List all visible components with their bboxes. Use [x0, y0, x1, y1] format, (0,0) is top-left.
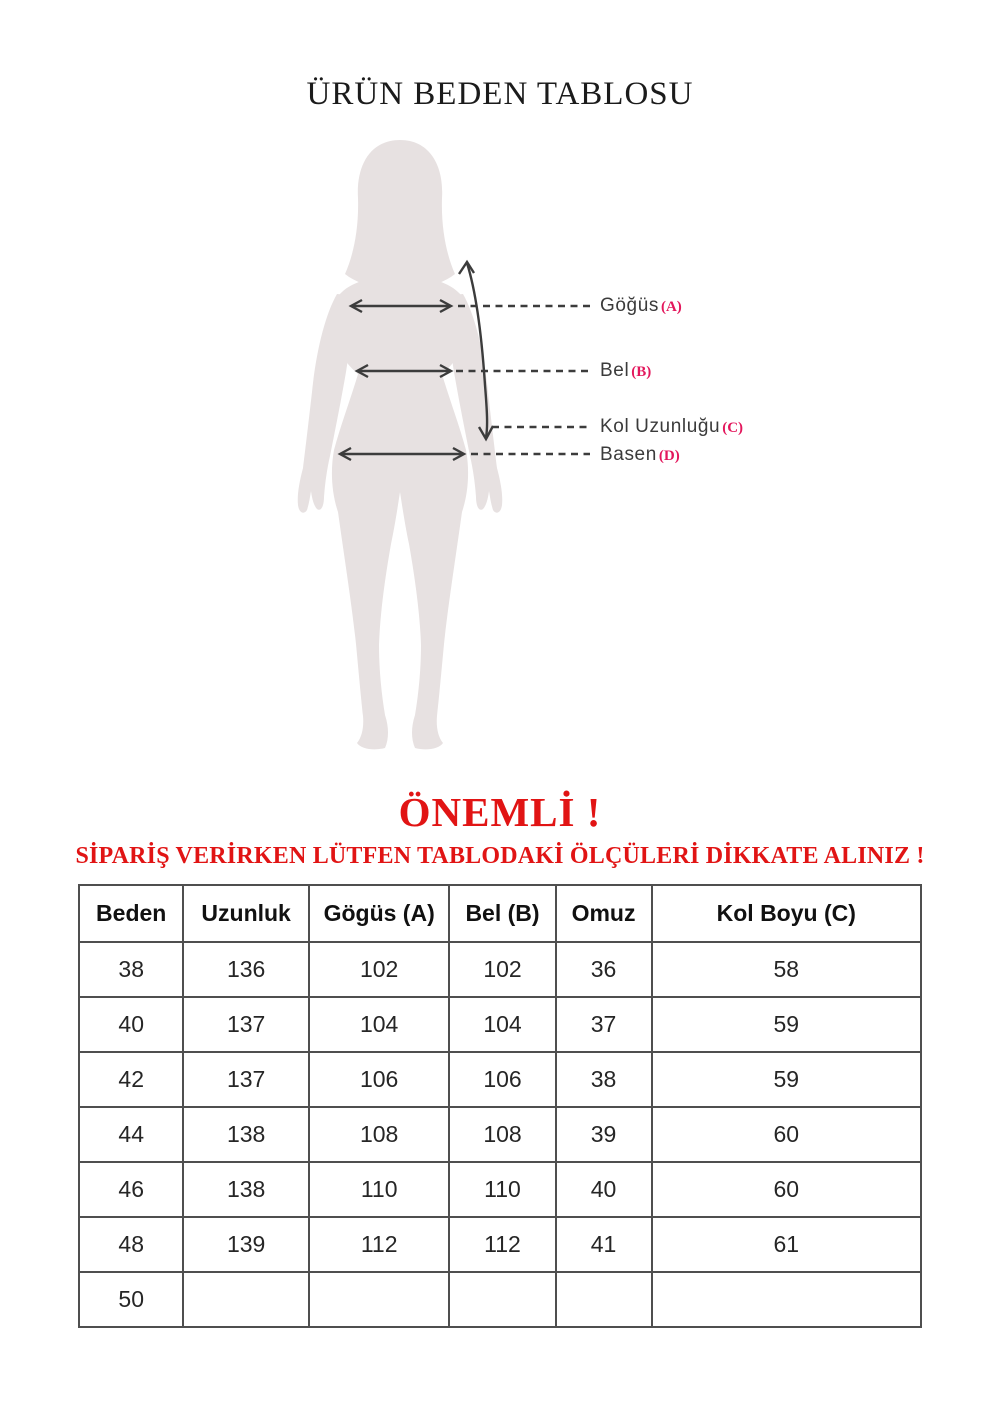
cell-size: 48: [79, 1217, 183, 1272]
cell-size: 42: [79, 1052, 183, 1107]
table-row: [79, 1217, 921, 1272]
table-header-row: [79, 885, 921, 942]
cell-arm: 60: [652, 1162, 921, 1217]
table-row: [79, 1107, 921, 1162]
cell-size: 40: [79, 997, 183, 1052]
cell-chest: 104: [309, 997, 450, 1052]
col-header-beden: Beden: [79, 885, 183, 942]
col-header-bel: Bel (B): [449, 885, 555, 942]
cell-shoulder: 36: [556, 942, 652, 997]
label-arm-length: [600, 416, 743, 438]
cell-length: 136: [183, 942, 308, 997]
col-header-kol-boyu: Kol Boyu (C): [652, 885, 921, 942]
col-header-omuz: Omuz: [556, 885, 652, 942]
cell-waist: 110: [449, 1162, 555, 1217]
cell-size: 38: [79, 942, 183, 997]
table-row: [79, 1272, 921, 1327]
cell-arm: 61: [652, 1217, 921, 1272]
cell-waist: 102: [449, 942, 555, 997]
col-header-uzunluk: Uzunluk: [183, 885, 308, 942]
cell-arm: 58: [652, 942, 921, 997]
table-row: [79, 997, 921, 1052]
page-title: ÜRÜN BEDEN TABLOSU: [306, 76, 694, 112]
cell-chest: 110: [309, 1162, 450, 1217]
cell-size: 50: [79, 1272, 183, 1327]
cell-chest: 112: [309, 1217, 450, 1272]
cell-arm: 59: [652, 997, 921, 1052]
cell-length: 138: [183, 1162, 308, 1217]
cell-length: 138: [183, 1107, 308, 1162]
cell-length: 137: [183, 1052, 308, 1107]
label-waist-text: Bel: [600, 360, 630, 381]
table-row: [79, 1162, 921, 1217]
cell-waist: 106: [449, 1052, 555, 1107]
cell-chest: 106: [309, 1052, 450, 1107]
cell-shoulder: [556, 1272, 652, 1327]
label-hip-text: Basen: [600, 444, 657, 465]
cell-chest: 102: [309, 942, 450, 997]
cell-shoulder: 39: [556, 1107, 652, 1162]
label-arm-length-text: Kol Uzunluğu: [600, 416, 721, 437]
label-hip-letter: (D): [658, 448, 680, 464]
cell-length: 139: [183, 1217, 308, 1272]
cell-chest: 108: [309, 1107, 450, 1162]
cell-waist: 104: [449, 997, 555, 1052]
female-silhouette: [298, 140, 503, 749]
label-waist: [600, 360, 651, 382]
label-waist-letter: (B): [631, 364, 652, 380]
body-measurement-diagram: [200, 128, 800, 773]
cell-waist: 112: [449, 1217, 555, 1272]
col-header-gogus: Gögüs (A): [309, 885, 450, 942]
cell-arm: 59: [652, 1052, 921, 1107]
label-chest-text: Göğüs: [600, 295, 659, 316]
label-hip: [600, 444, 680, 466]
cell-arm: [652, 1272, 921, 1327]
table-row: [79, 942, 921, 997]
label-arm-length-letter: (C): [722, 420, 744, 436]
order-warning-text: SİPARİŞ VERİRKEN LÜTFEN TABLODAKİ ÖLÇÜLERİ DİKKATE ALINIZ !: [75, 843, 925, 869]
cell-waist: [449, 1272, 555, 1327]
cell-shoulder: 38: [556, 1052, 652, 1107]
silhouette-hair-head: [345, 140, 455, 288]
cell-shoulder: 40: [556, 1162, 652, 1217]
cell-shoulder: 37: [556, 997, 652, 1052]
cell-chest: [309, 1272, 450, 1327]
important-heading: ÖNEMLİ !: [398, 789, 602, 835]
cell-waist: 108: [449, 1107, 555, 1162]
silhouette-torso-legs: [331, 275, 469, 750]
table-row: [79, 1052, 921, 1107]
cell-size: 44: [79, 1107, 183, 1162]
label-chest: [600, 295, 682, 317]
cell-length: 137: [183, 997, 308, 1052]
size-table: [78, 884, 922, 1328]
cell-arm: 60: [652, 1107, 921, 1162]
cell-shoulder: 41: [556, 1217, 652, 1272]
label-chest-letter: (A): [660, 299, 682, 315]
cell-length: [183, 1272, 308, 1327]
cell-size: 46: [79, 1162, 183, 1217]
